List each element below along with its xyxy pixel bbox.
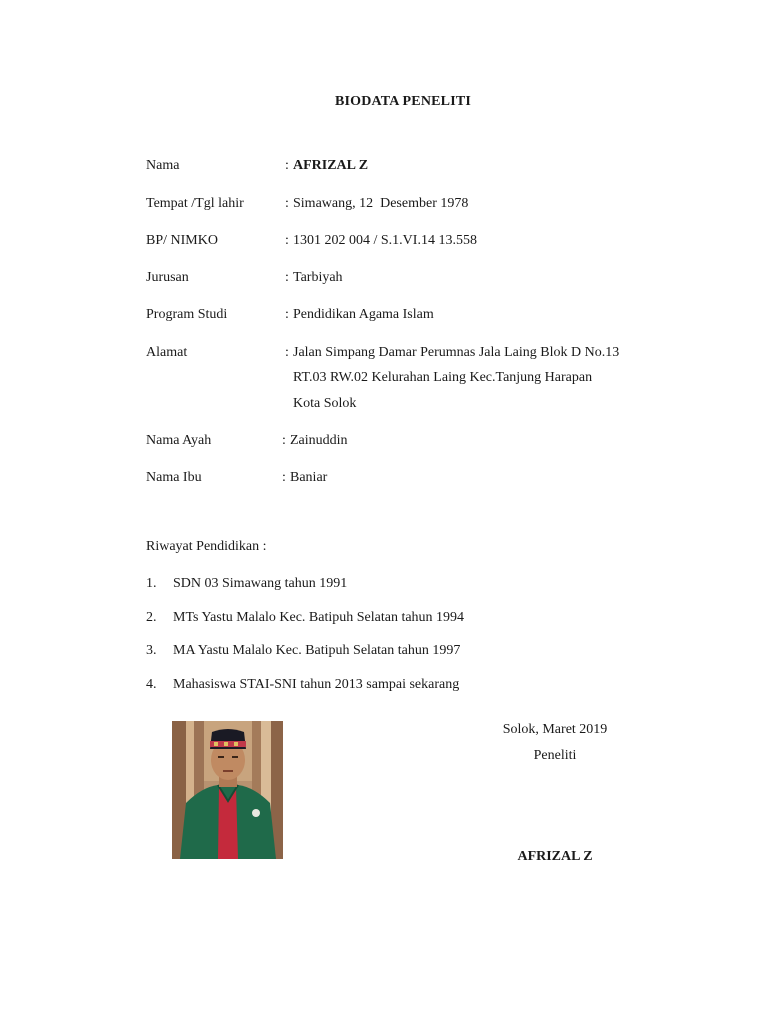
field-colon: : [285, 158, 289, 173]
field-jurusan-label: Jurusan [146, 270, 189, 285]
education-item-number: 4. [146, 677, 157, 692]
field-colon: : [285, 307, 289, 322]
field-ayah-label: Nama Ayah [146, 433, 212, 448]
education-heading: Riwayat Pendidikan : [146, 539, 267, 554]
field-alamat-line-1: Jalan Simpang Damar Perumnas Jala Laing Blok D No.13 [293, 345, 620, 360]
education-item-number: 3. [146, 643, 157, 658]
education-item-number: 2. [146, 610, 157, 625]
field-colon: : [285, 196, 289, 211]
field-colon: : [285, 345, 289, 360]
education-item-text: Mahasiswa STAI-SNI tahun 2013 sampai sekarang [173, 677, 460, 692]
field-ayah-value: Zainuddin [290, 433, 348, 448]
document-title: BIODATA PENELITI [334, 94, 472, 109]
field-ttl-label: Tempat /Tgl lahir [146, 196, 244, 211]
field-nama-value: AFRIZAL Z [293, 158, 369, 173]
education-item-text: MTs Yastu Malalo Kec. Batipuh Selatan tahun 1994 [173, 610, 465, 625]
field-colon: : [282, 470, 286, 485]
field-nama-label: Nama [146, 158, 180, 173]
field-jurusan-value: Tarbiyah [293, 270, 343, 285]
field-colon: : [285, 233, 289, 248]
education-item-text: MA Yastu Malalo Kec. Batipuh Selatan tahun 1997 [173, 643, 461, 658]
field-ttl-value: Simawang, 12 Desember 1978 [293, 196, 469, 211]
signature-role: Peneliti [533, 748, 577, 763]
field-prodi-value: Pendidikan Agama Islam [293, 307, 434, 322]
field-bp-value: 1301 202 004 / S.1.VI.14 13.558 [293, 233, 477, 248]
education-item-number: 1. [146, 576, 157, 591]
researcher-photo [172, 721, 283, 859]
signature-name: AFRIZAL Z [517, 849, 593, 864]
field-ibu-label: Nama Ibu [146, 470, 202, 485]
field-colon: : [282, 433, 286, 448]
field-alamat-line-3: Kota Solok [293, 396, 357, 411]
field-alamat-line-2: RT.03 RW.02 Kelurahan Laing Kec.Tanjung Harapan [293, 370, 593, 385]
signature-place-date: Solok, Maret 2019 [502, 722, 608, 737]
field-colon: : [285, 270, 289, 285]
field-bp-label: BP/ NIMKO [146, 233, 218, 248]
field-prodi-label: Program Studi [146, 307, 228, 322]
field-alamat-label: Alamat [146, 345, 188, 360]
field-ibu-value: Baniar [290, 470, 328, 485]
education-item-text: SDN 03 Simawang tahun 1991 [173, 576, 348, 591]
